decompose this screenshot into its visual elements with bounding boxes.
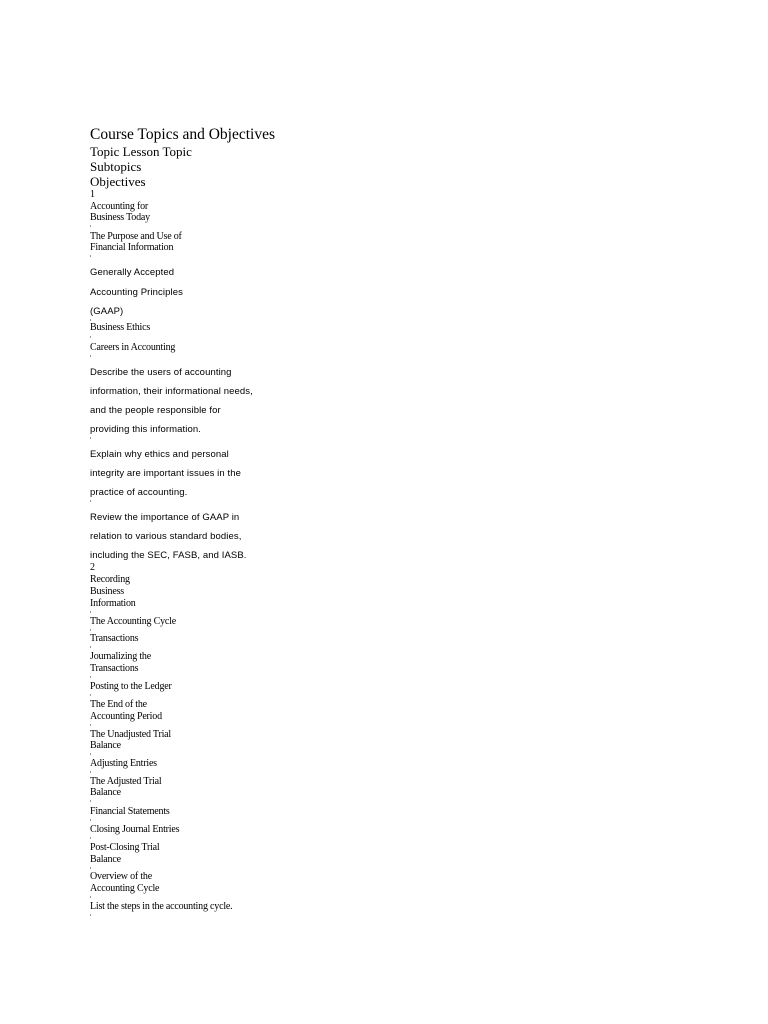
objective-line: providing this information. bbox=[90, 424, 201, 435]
objective-line: including the SEC, FASB, and IASB. bbox=[90, 550, 247, 561]
header-objectives: Objectives bbox=[90, 174, 146, 189]
subtopic-line: Overview of the bbox=[90, 871, 152, 882]
lesson-topic-line: Information bbox=[90, 598, 136, 609]
lesson-topic-line: Recording bbox=[90, 574, 130, 585]
document-title: Course Topics and Objectives bbox=[90, 126, 276, 143]
row-separator bbox=[90, 753, 91, 755]
row-separator bbox=[90, 355, 91, 357]
subtopic-line: Posting to the Ledger bbox=[90, 681, 172, 692]
row-separator bbox=[90, 867, 91, 869]
subtopic-line: Journalizing the bbox=[90, 651, 151, 662]
subtopic-line: The Unadjusted Trial bbox=[90, 729, 171, 740]
lesson-topic-line: Business Today bbox=[90, 212, 150, 223]
header-topic-lesson: Topic Lesson Topic bbox=[90, 144, 192, 159]
row-separator bbox=[90, 500, 91, 502]
subtopic-line: Business Ethics bbox=[90, 322, 151, 333]
row-separator bbox=[90, 819, 91, 821]
row-separator bbox=[90, 629, 91, 631]
subtopic-line: Accounting Principles bbox=[90, 287, 183, 298]
row-separator bbox=[90, 437, 91, 439]
lesson-number: 1 bbox=[90, 189, 95, 200]
objective-line: practice of accounting. bbox=[90, 487, 188, 498]
subtopic-line: Post-Closing Trial bbox=[90, 842, 160, 853]
subtopic-line: Adjusting Entries bbox=[90, 758, 157, 769]
row-separator bbox=[90, 837, 91, 839]
subtopic-line: Careers in Accounting bbox=[90, 342, 176, 353]
subtopic-line: Accounting Period bbox=[90, 711, 162, 722]
objective-line: Review the importance of GAAP in bbox=[90, 512, 240, 523]
row-separator bbox=[90, 336, 91, 338]
row-separator bbox=[90, 914, 91, 916]
row-separator bbox=[90, 676, 91, 678]
row-separator bbox=[90, 646, 91, 648]
subtopic-line: Balance bbox=[90, 854, 121, 865]
header-subtopics: Subtopics bbox=[90, 159, 142, 174]
subtopic-line: Accounting Cycle bbox=[90, 883, 160, 894]
subtopic-line: Generally Accepted bbox=[90, 267, 175, 278]
objective-line: List the steps in the accounting cycle. bbox=[90, 901, 233, 912]
lesson-topic-line: Accounting for bbox=[90, 201, 149, 212]
subtopic-line: Balance bbox=[90, 787, 121, 798]
lesson-number: 2 bbox=[90, 562, 95, 573]
objective-line: Describe the users of accounting bbox=[90, 367, 232, 378]
row-separator bbox=[90, 800, 91, 802]
subtopic-line: The Purpose and Use of bbox=[90, 231, 182, 242]
row-separator bbox=[90, 611, 91, 613]
objective-line: and the people responsible for bbox=[90, 405, 221, 416]
objective-line: relation to various standard bodies, bbox=[90, 531, 242, 542]
objective-line: Explain why ethics and personal bbox=[90, 449, 229, 460]
subtopic-line: Closing Journal Entries bbox=[90, 824, 180, 835]
subtopic-line: Financial Statements bbox=[90, 806, 170, 817]
row-separator bbox=[90, 255, 91, 257]
subtopic-line: Financial Information bbox=[90, 242, 174, 253]
subtopic-line: (GAAP) bbox=[90, 306, 124, 317]
row-separator bbox=[90, 694, 91, 696]
subtopic-line: Transactions bbox=[90, 663, 139, 674]
row-separator bbox=[90, 319, 91, 321]
objective-line: integrity are important issues in the bbox=[90, 468, 242, 479]
row-separator bbox=[90, 771, 91, 773]
objective-line: information, their informational needs, bbox=[90, 386, 253, 397]
subtopic-line: The End of the bbox=[90, 699, 147, 710]
subtopic-line: Transactions bbox=[90, 633, 139, 644]
subtopic-line: Balance bbox=[90, 740, 121, 751]
subtopic-line: The Adjusted Trial bbox=[90, 776, 162, 787]
row-separator bbox=[90, 225, 91, 227]
lesson-topic-line: Business bbox=[90, 586, 124, 597]
row-separator bbox=[90, 724, 91, 726]
row-separator bbox=[90, 896, 91, 898]
subtopic-line: The Accounting Cycle bbox=[90, 616, 176, 627]
